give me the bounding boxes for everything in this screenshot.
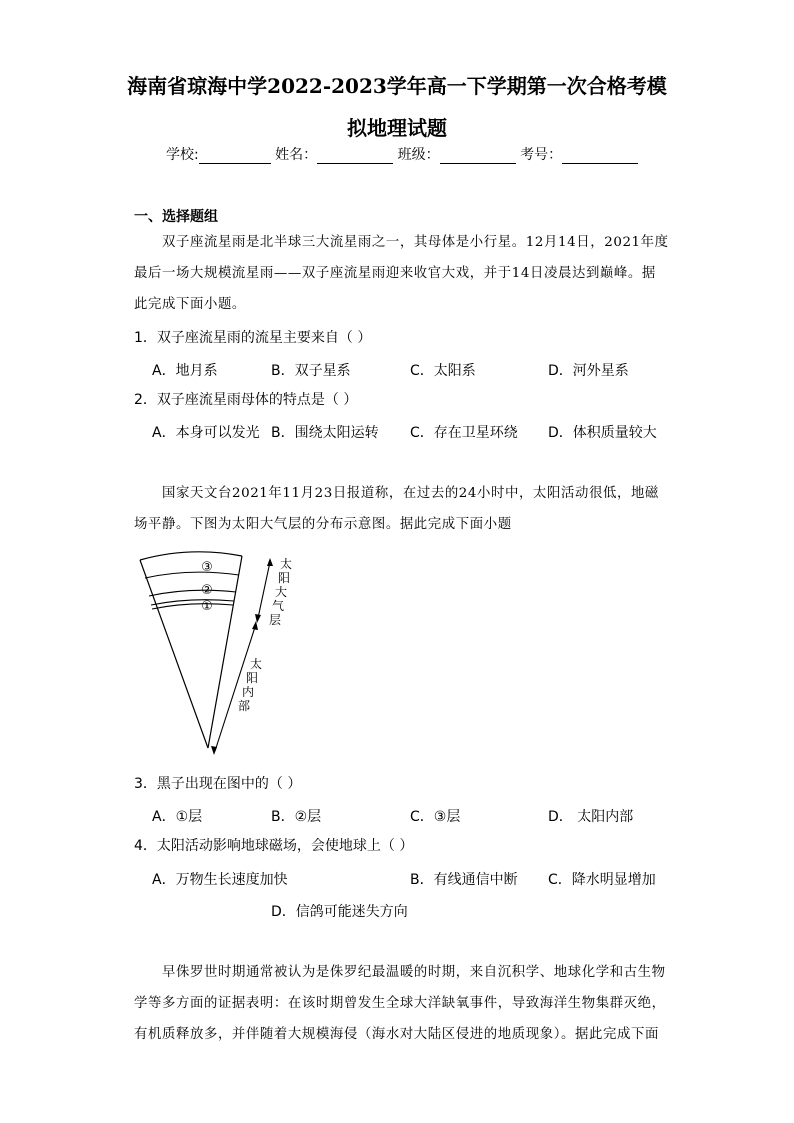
atmosphere-arrow (258, 562, 270, 618)
passage-3-line-2: 学等多方面的证据表明：在该时期曾发生全球大洋缺氧事件，导致海洋生物集群灭绝， (134, 996, 666, 1011)
section-heading: 一、选择题组 (134, 209, 218, 225)
svg-text:气: 气 (272, 599, 285, 613)
svg-text:大: 大 (275, 585, 288, 599)
question-2-option-b: B．围绕太阳运转 (271, 425, 379, 441)
page-title-line-1: 海南省琼海中学2022-2023学年高一下学期第一次合格考模 (127, 74, 667, 98)
page-title-line-2: 拟地理试题 (347, 116, 447, 140)
student-info-row (166, 144, 638, 164)
question-3-stem: 3．黑子出现在图中的（ ） (134, 776, 302, 792)
question-1-option-c: C．太阳系 (410, 363, 476, 379)
question-3-option-d: D． 太阳内部 (548, 809, 634, 825)
class-blank (440, 149, 516, 164)
number-blank (562, 149, 638, 164)
question-2-option-c: C．存在卫星环绕 (410, 425, 518, 441)
svg-text:阳: 阳 (278, 571, 291, 585)
svg-text:太: 太 (280, 557, 293, 571)
question-4-stem: 4．太阳活动影响地球磁场，会使地球上（ ） (134, 838, 414, 854)
name-blank (317, 149, 393, 164)
question-1-option-d: D．河外星系 (548, 363, 629, 379)
question-3-option-a: A．①层 (152, 809, 203, 825)
interior-label (238, 656, 262, 713)
question-4-option-b: B．有线通信中断 (410, 872, 518, 888)
question-3-option-c: C．③层 (410, 809, 461, 825)
school-label: 学校: (166, 147, 199, 163)
question-2-option-d: D．体积质量较大 (548, 425, 657, 441)
name-label: 姓名： (275, 147, 318, 163)
question-1-option-a: A．地月系 (152, 363, 218, 379)
passage-1-line-2: 最后一场大规模流星雨——双子座流星雨迎来收官大戏，并于14日凌晨达到巅峰。据 (134, 266, 656, 281)
passage-1-line-1: 双子座流星雨是北半球三大流星雨之一，其母体是小行星。12月14日，2021年度 (162, 235, 669, 250)
question-2-option-a: A．本身可以发光 (152, 425, 260, 441)
question-2-stem: 2．双子座流星雨母体的特点是（ ） (134, 392, 358, 408)
layer-1-marker: ① (201, 599, 213, 614)
school-blank (199, 149, 271, 164)
question-4-option-d: D．信鸽可能迷失方向 (271, 904, 408, 920)
layer-2-marker: ② (201, 583, 213, 598)
svg-text:阳: 阳 (246, 671, 259, 685)
layer-3-marker: ③ (201, 560, 213, 575)
solar-atmosphere-diagram (130, 548, 293, 763)
passage-2-line-2: 场平静。下图为太阳大气层的分布示意图。据此完成下面小题 (134, 517, 512, 532)
class-label: 班级： (397, 147, 440, 163)
question-1-stem: 1．双子座流星雨的流星主要来自（ ） (134, 330, 372, 346)
question-1-option-b: B．双子星系 (271, 363, 351, 379)
atmosphere-label (269, 556, 292, 627)
svg-text:内: 内 (242, 685, 255, 699)
svg-text:太: 太 (250, 657, 263, 671)
number-label: 考号： (520, 147, 563, 163)
passage-3-line-3: 有机质释放多，并伴随着大规模海侵（海水对大陆区侵进的地质现象）。据此完成下面 (134, 1027, 659, 1042)
passage-1-line-3: 此完成下面小题。 (134, 297, 246, 312)
question-3-option-b: B．②层 (271, 809, 322, 825)
question-4-option-c: C．降水明显增加 (548, 872, 656, 888)
svg-text:层: 层 (269, 613, 282, 627)
passage-3-line-1: 早侏罗世时期通常被认为是侏罗纪最温暖的时期，来自沉积学、地球化学和古生物 (162, 965, 666, 980)
question-4-option-a: A．万物生长速度加快 (152, 872, 288, 888)
svg-text:部: 部 (238, 699, 251, 713)
passage-2-line-1: 国家天文台2021年11月23日报道称，在过去的24小时中，太阳活动很低，地磁 (162, 486, 659, 501)
